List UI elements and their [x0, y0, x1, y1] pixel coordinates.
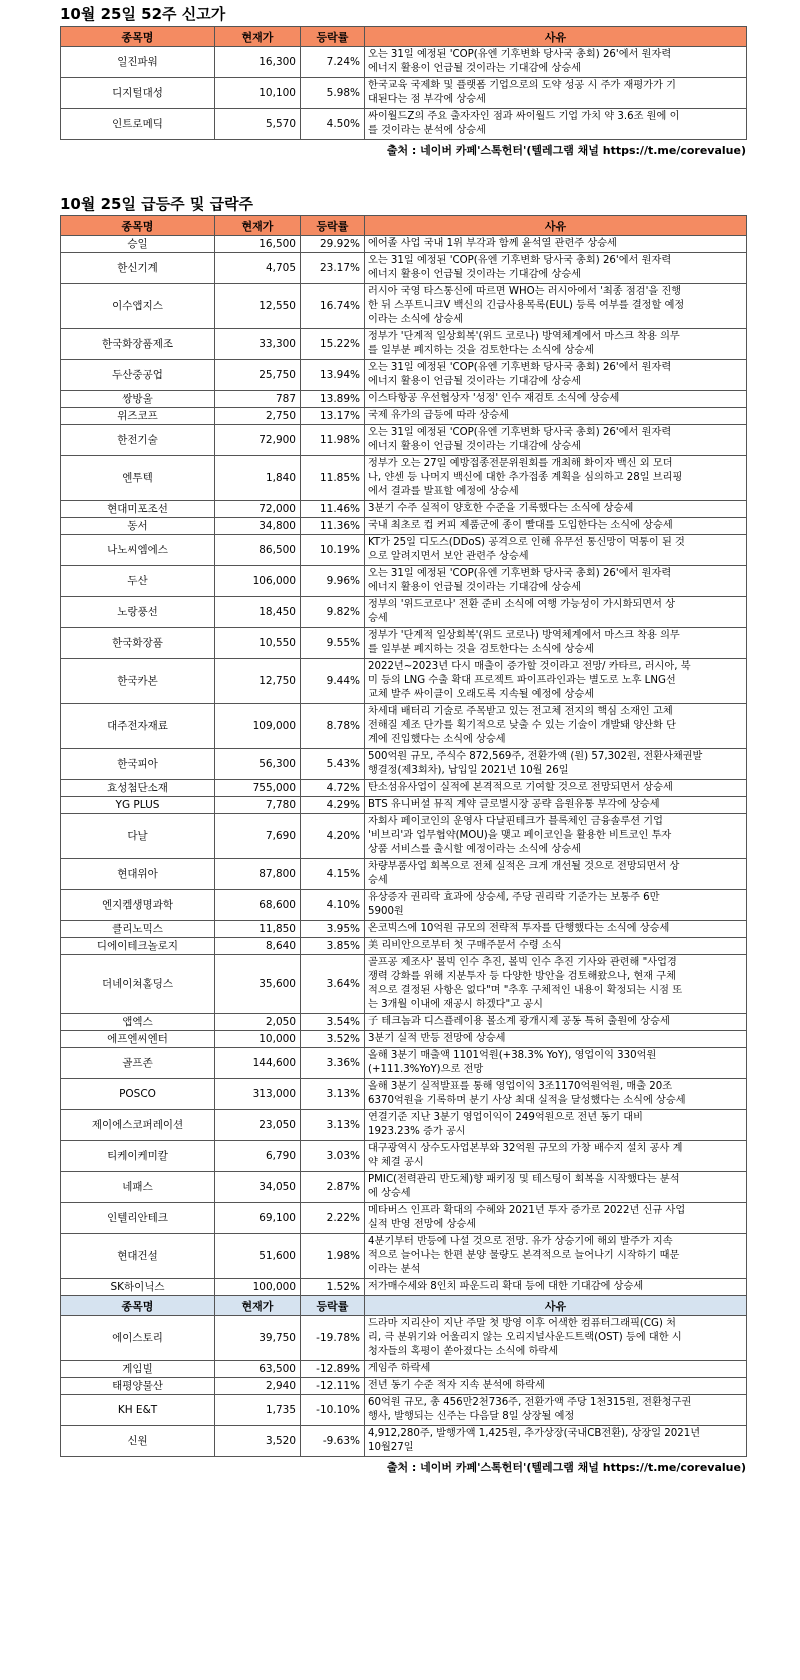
stock-name: 네패스 [61, 1172, 215, 1203]
table-row [61, 456, 747, 501]
table-row [61, 659, 747, 704]
reason: 오는 31일 예정된 'COP(유엔 기후변화 당사국 총회) 26'에서 원자력 에너지 활용이 언급될 것이라는 기대감에 상승세 [365, 360, 747, 391]
reason: 에어졸 사업 국내 1위 부각과 함께 윤석열 관련주 상승세 [365, 236, 747, 253]
header-row [61, 216, 747, 236]
reason: 저가매수세와 8인치 파운드리 확대 등에 대한 기대감에 상승세 [365, 1279, 747, 1296]
price: 16,500 [215, 236, 301, 253]
reason: 올해 3분기 매출액 1101억원(+38.3% YoY), 영업이익 330억원 (+111.3%YoY)으로 전망 [365, 1048, 747, 1079]
table-row [61, 597, 747, 628]
reason: 차세대 배터리 기술로 주목받고 있는 전고체 전지의 핵심 소재인 고체 전해질 제조 단가를 획기적으로 낮출 수 있는 기술이 개발돼 양산화 단 계에 진입했다는 소식에 상승세 [365, 704, 747, 749]
table-row [61, 1172, 747, 1203]
stock-name: 두산중공업 [61, 360, 215, 391]
reason: 차량부품사업 회복으로 전체 실적은 크게 개선될 것으로 전망되면서 상 승세 [365, 859, 747, 890]
header-change: 등락률 [301, 216, 365, 236]
stock-name: 게임빌 [61, 1361, 215, 1378]
table-row [61, 1203, 747, 1234]
change-rate: 15.22% [301, 329, 365, 360]
table-row [61, 797, 747, 814]
price: 63,500 [215, 1361, 301, 1378]
table-row [61, 329, 747, 360]
reason: 드라마 지리산이 지난 주말 첫 방영 이후 어색한 컴퓨터그래픽(CG) 처 리, 극 분위기와 어울리지 않는 오리지널사운드트랙(OST) 등에 대한 시 청자들의 혹평이 쏟아졌다는 소식에 하락세 [365, 1316, 747, 1361]
stock-name: POSCO [61, 1079, 215, 1110]
price: 35,600 [215, 955, 301, 1014]
stock-name: 이수앱지스 [61, 284, 215, 329]
price: 39,750 [215, 1316, 301, 1361]
price: 16,300 [215, 47, 301, 78]
price: 12,750 [215, 659, 301, 704]
header-name: 종목명 [61, 1296, 215, 1316]
change-rate: 3.54% [301, 1014, 365, 1031]
stock-name: 엔지켐생명과학 [61, 890, 215, 921]
price: 1,735 [215, 1395, 301, 1426]
change-rate: 4.29% [301, 797, 365, 814]
table-row [61, 1014, 747, 1031]
table-row [61, 859, 747, 890]
stock-name: 에프엔씨엔터 [61, 1031, 215, 1048]
table-row [61, 1279, 747, 1296]
change-rate: 2.22% [301, 1203, 365, 1234]
table-row [61, 1426, 747, 1457]
change-rate: 9.55% [301, 628, 365, 659]
change-rate: -19.78% [301, 1316, 365, 1361]
change-rate: 3.36% [301, 1048, 365, 1079]
stock-name: 위즈코프 [61, 408, 215, 425]
change-rate: 5.98% [301, 78, 365, 109]
table-row [61, 284, 747, 329]
table-row [61, 1048, 747, 1079]
stock-name: 한신기계 [61, 253, 215, 284]
price: 51,600 [215, 1234, 301, 1279]
reason: 오는 31일 예정된 'COP(유엔 기후변화 당사국 총회) 26'에서 원자력 에너지 활용이 언급될 것이라는 기대감에 상승세 [365, 566, 747, 597]
stock-name: 쌍방울 [61, 391, 215, 408]
reason: 정부가 '단계적 일상회복'(위드 코로나) 방역체계에서 마스크 착용 의무 를 일부분 폐지하는 것을 검토한다는 소식에 상승세 [365, 628, 747, 659]
change-rate: 11.85% [301, 456, 365, 501]
header-change: 등락률 [301, 27, 365, 47]
movers-table [60, 215, 747, 1457]
change-rate: 4.15% [301, 859, 365, 890]
reason: 60억원 규모, 총 456만2천736주, 전환가액 주당 1천315원, 전환청구권 행사, 발행되는 신주는 다음달 8일 상장될 예정 [365, 1395, 747, 1426]
stock-name: 대주전자재료 [61, 704, 215, 749]
table-row [61, 408, 747, 425]
price: 69,100 [215, 1203, 301, 1234]
change-rate: 1.98% [301, 1234, 365, 1279]
price: 68,600 [215, 890, 301, 921]
stock-name: 신원 [61, 1426, 215, 1457]
change-rate: -9.63% [301, 1426, 365, 1457]
reason: 올해 3분기 실적발표를 통해 영업이익 3조1170억원억원, 매출 20조 6370억원을 기록하며 분기 사상 최대 실적을 달성했다는 소식에 상승세 [365, 1079, 747, 1110]
reason: 연결기준 지난 3분기 영업이익이 249억원으로 전년 동기 대비 1923.23% 증가 공시 [365, 1110, 747, 1141]
price: 12,550 [215, 284, 301, 329]
reason: 오는 31일 예정된 'COP(유엔 기후변화 당사국 총회) 26'에서 원자력 에너지 활용이 언급될 것이라는 기대감에 상승세 [365, 47, 747, 78]
reason: 500억원 규모, 주식수 872,569주, 전환가액 (원) 57,302원, 전환사채권발 행결정(제3회차), 납입일 2021년 10월 26일 [365, 749, 747, 780]
high52-title: 10월 25일 52주 신고가 [60, 5, 226, 23]
price: 313,000 [215, 1079, 301, 1110]
reason: 한국교육 국제화 및 플랫폼 기업으로의 도약 성공 시 주가 재평가가 기 대된다는 점 부각에 상승세 [365, 78, 747, 109]
table-row [61, 236, 747, 253]
stock-name: 한전기술 [61, 425, 215, 456]
price: 18,450 [215, 597, 301, 628]
change-rate: 13.89% [301, 391, 365, 408]
change-rate: 5.43% [301, 749, 365, 780]
reason: 정부의 '위드코로나' 전환 준비 소식에 여행 가능성이 가시화되면서 상 승세 [365, 597, 747, 628]
change-rate: 29.92% [301, 236, 365, 253]
change-rate: 13.17% [301, 408, 365, 425]
header-price: 현재가 [215, 216, 301, 236]
reason: 오는 31일 예정된 'COP(유엔 기후변화 당사국 총회) 26'에서 원자력 에너지 활용이 언급될 것이라는 기대감에 상승세 [365, 425, 747, 456]
stock-name: 한국카본 [61, 659, 215, 704]
change-rate: -12.11% [301, 1378, 365, 1395]
high52-source: 출처 : 네이버 카페'스톡헌터'(텔레그램 채널 https://t.me/corevalue) [386, 144, 746, 157]
reason: 전년 동기 수준 적자 지속 분석에 하락세 [365, 1378, 747, 1395]
reason: 子 테크놈과 디스플레이용 볼소계 광개시제 공동 특허 출원에 상승세 [365, 1014, 747, 1031]
reason: 2022년~2023년 다시 매출이 증가할 것이라고 전망/ 카타르, 러시아, 북 미 등의 LNG 수출 확대 프로젝트 파이프라인과는 별도로 노후 LNG선 교체 발주 싸이클이 오래도록 지속될 예정에 상승세 [365, 659, 747, 704]
reason: 러시아 국영 타스통신에 따르면 WHO는 러시아에서 '최종 점검'을 진행 한 뒤 스푸트니크V 백신의 긴급사용목록(EUL) 등록 여부를 결정할 예정 이라는 소식에 상승세 [365, 284, 747, 329]
change-rate: 3.13% [301, 1079, 365, 1110]
reason: PMIC(전력관리 반도체)향 패키징 및 테스팅이 회복을 시작했다는 분석 에 상승세 [365, 1172, 747, 1203]
reason: 대구광역시 상수도사업본부와 32억원 규모의 가창 배수지 설치 공사 계 약 체결 공시 [365, 1141, 747, 1172]
stock-name: 디지털대성 [61, 78, 215, 109]
price: 11,850 [215, 921, 301, 938]
table-row [61, 47, 747, 78]
reason: 3분기 수주 실적이 양호한 수준을 기록했다는 소식에 상승세 [365, 501, 747, 518]
reason: 탄소섬유사업이 실적에 본격적으로 기여할 것으로 전망되면서 상승세 [365, 780, 747, 797]
stock-name: 한국화장품제조 [61, 329, 215, 360]
stock-name: 클리노믹스 [61, 921, 215, 938]
change-rate: 9.82% [301, 597, 365, 628]
table-row [61, 518, 747, 535]
table-row [61, 1316, 747, 1361]
header-reason: 사유 [365, 27, 747, 47]
change-rate: 11.36% [301, 518, 365, 535]
reason: 메타버스 인프라 확대의 수혜와 2021년 투자 증가로 2022년 신규 사업 실적 반영 전망에 상승세 [365, 1203, 747, 1234]
header-price: 현재가 [215, 27, 301, 47]
change-rate: 11.98% [301, 425, 365, 456]
price: 1,840 [215, 456, 301, 501]
table-row [61, 938, 747, 955]
price: 2,940 [215, 1378, 301, 1395]
reason: KT가 25일 디도스(DDoS) 공격으로 인해 유무선 통신망이 먹통이 된 것 으로 알려지면서 보안 관련주 상승세 [365, 535, 747, 566]
price: 34,050 [215, 1172, 301, 1203]
movers-title: 10월 25일 급등주 및 급락주 [60, 195, 254, 213]
stock-name: 더네이쳐홀딩스 [61, 955, 215, 1014]
price: 87,800 [215, 859, 301, 890]
price: 10,550 [215, 628, 301, 659]
stock-name: 현대위아 [61, 859, 215, 890]
change-rate: 3.52% [301, 1031, 365, 1048]
stock-name: 다날 [61, 814, 215, 859]
price: 144,600 [215, 1048, 301, 1079]
header-row [61, 27, 747, 47]
table-row [61, 566, 747, 597]
reason: 싸이월드Z의 주요 출자자인 점과 싸이월드 기업 가치 약 3.6조 원에 이 를 것이라는 분석에 상승세 [365, 109, 747, 140]
reason: BTS 유니버셜 뮤직 계약 글로벌시장 공략 음원유통 부각에 상승세 [365, 797, 747, 814]
change-rate: 3.85% [301, 938, 365, 955]
price: 109,000 [215, 704, 301, 749]
change-rate: 8.78% [301, 704, 365, 749]
stock-name: 골프존 [61, 1048, 215, 1079]
change-rate: 10.19% [301, 535, 365, 566]
reason: 정부가 '단계적 일상회복'(위드 코로나) 방역체계에서 마스크 착용 의무 를 일부분 폐지하는 것을 검토한다는 소식에 상승세 [365, 329, 747, 360]
price: 755,000 [215, 780, 301, 797]
stock-name: 현대건설 [61, 1234, 215, 1279]
price: 10,000 [215, 1031, 301, 1048]
stock-name: 앱엑스 [61, 1014, 215, 1031]
table-row [61, 1378, 747, 1395]
header-name: 종목명 [61, 27, 215, 47]
header-reason: 사유 [365, 1296, 747, 1316]
reason: 유상증자 권리락 효과에 상승세, 주당 권리락 기준가는 보통주 6만 5900원 [365, 890, 747, 921]
reason: 4분기부터 반등에 나설 것으로 전망. 유가 상승기에 해외 발주가 지속 적으로 늘어나는 한편 분양 물량도 본격적으로 늘어나기 시작하기 때문 이라는 분석 [365, 1234, 747, 1279]
table-row [61, 253, 747, 284]
stock-name: 한국화장품 [61, 628, 215, 659]
price: 5,570 [215, 109, 301, 140]
table-row [61, 391, 747, 408]
table-row [61, 704, 747, 749]
price: 72,000 [215, 501, 301, 518]
change-rate: 1.52% [301, 1279, 365, 1296]
price: 34,800 [215, 518, 301, 535]
reason: 자회사 페이코인의 운영사 다날핀테크가 블록체인 금융솔루션 기업 '비브리'과 업무협약(MOU)을 맺고 페이코인을 활용한 비트코인 투자 상품 서비스를 출시할 예정이라는 소식에 상승세 [365, 814, 747, 859]
price: 86,500 [215, 535, 301, 566]
table-row [61, 109, 747, 140]
price: 7,690 [215, 814, 301, 859]
stock-name: KH E&T [61, 1395, 215, 1426]
change-rate: 3.03% [301, 1141, 365, 1172]
price: 33,300 [215, 329, 301, 360]
stock-name: 승일 [61, 236, 215, 253]
stock-name: 일진파워 [61, 47, 215, 78]
table-row [61, 501, 747, 518]
table-row [61, 780, 747, 797]
reason: 게임주 하락세 [365, 1361, 747, 1378]
reason: 3분기 실적 반등 전망에 상승세 [365, 1031, 747, 1048]
table-row [61, 1395, 747, 1426]
price: 72,900 [215, 425, 301, 456]
stock-name: 태평양물산 [61, 1378, 215, 1395]
stock-name: 엔투텍 [61, 456, 215, 501]
change-rate: 9.96% [301, 566, 365, 597]
stock-name: 인텔리안테크 [61, 1203, 215, 1234]
stock-name: 디에이테크놀로지 [61, 938, 215, 955]
stock-name: 효성첨단소재 [61, 780, 215, 797]
down-header-row [61, 1296, 747, 1316]
table-row [61, 921, 747, 938]
change-rate: -12.89% [301, 1361, 365, 1378]
table-row [61, 1110, 747, 1141]
stock-name: 현대미포조선 [61, 501, 215, 518]
stock-name: 나노씨엠에스 [61, 535, 215, 566]
price: 8,640 [215, 938, 301, 955]
table-row [61, 628, 747, 659]
stock-name: YG PLUS [61, 797, 215, 814]
change-rate: 9.44% [301, 659, 365, 704]
price: 6,790 [215, 1141, 301, 1172]
reason: 국내 최초로 컵 커피 제품군에 종이 빨대를 도입한다는 소식에 상승세 [365, 518, 747, 535]
price: 3,520 [215, 1426, 301, 1457]
stock-name: 노랑풍선 [61, 597, 215, 628]
reason: 이스타항공 우선협상자 '성정' 인수 재검토 소식에 상승세 [365, 391, 747, 408]
change-rate: 2.87% [301, 1172, 365, 1203]
table-row [61, 425, 747, 456]
table-row [61, 360, 747, 391]
price: 4,705 [215, 253, 301, 284]
change-rate: 7.24% [301, 47, 365, 78]
change-rate: -10.10% [301, 1395, 365, 1426]
reason: 온코빅스에 10억원 규모의 전략적 투자를 단행했다는 소식에 상승세 [365, 921, 747, 938]
table-row [61, 1141, 747, 1172]
change-rate: 16.74% [301, 284, 365, 329]
table-row [61, 1234, 747, 1279]
price: 7,780 [215, 797, 301, 814]
stock-name: 티케이케미칼 [61, 1141, 215, 1172]
table-row [61, 890, 747, 921]
high52-table [60, 26, 747, 140]
table-row [61, 814, 747, 859]
price: 2,050 [215, 1014, 301, 1031]
table-row [61, 1031, 747, 1048]
stock-name: SK하이닉스 [61, 1279, 215, 1296]
table-row [61, 78, 747, 109]
change-rate: 3.95% [301, 921, 365, 938]
table-row [61, 535, 747, 566]
movers-source: 출처 : 네이버 카페'스톡헌터'(텔레그램 채널 https://t.me/corevalue) [386, 1461, 746, 1474]
stock-name: 한국피아 [61, 749, 215, 780]
stock-name: 인트로메딕 [61, 109, 215, 140]
change-rate: 3.64% [301, 955, 365, 1014]
reason: 4,912,280주, 발행가액 1,425원, 추가상장(국내CB전환), 상장일 2021년 10월27일 [365, 1426, 747, 1457]
table-row [61, 749, 747, 780]
table-row [61, 1079, 747, 1110]
reason: 오는 31일 예정된 'COP(유엔 기후변화 당사국 총회) 26'에서 원자력 에너지 활용이 언급될 것이라는 기대감에 상승세 [365, 253, 747, 284]
change-rate: 23.17% [301, 253, 365, 284]
price: 2,750 [215, 408, 301, 425]
change-rate: 13.94% [301, 360, 365, 391]
change-rate: 3.13% [301, 1110, 365, 1141]
stock-name: 제이에스코퍼레이션 [61, 1110, 215, 1141]
stock-name: 두산 [61, 566, 215, 597]
price: 106,000 [215, 566, 301, 597]
table-row [61, 1361, 747, 1378]
change-rate: 4.20% [301, 814, 365, 859]
change-rate: 4.72% [301, 780, 365, 797]
reason: 정부가 오는 27일 예방접종전문위원회를 개최해 화이자 백신 외 모더 나, 얀센 등 나머지 백신에 대한 추가접종 계획을 심의하고 28일 브리핑 에서 결과를 발표할 예정에 상승세 [365, 456, 747, 501]
price: 787 [215, 391, 301, 408]
reason: 국제 유가의 급등에 따라 상승세 [365, 408, 747, 425]
stock-name: 동서 [61, 518, 215, 535]
table-row [61, 955, 747, 1014]
header-reason: 사유 [365, 216, 747, 236]
header-change: 등락률 [301, 1296, 365, 1316]
reason: 골프공 제조사' 볼빅 인수 추진, 볼빅 인수 추진 기사와 관련해 "사업경 쟁력 강화를 위해 지분투자 등 다양한 방안을 검토해왔으나, 현재 구체 적으로 결정된 사항은 없다"며 "추후 구체적인 내용이 확정되는 시점 또 는 3개월 이내에 재공시 하겠다"고 공시 [365, 955, 747, 1014]
stock-name: 에이스토리 [61, 1316, 215, 1361]
change-rate: 11.46% [301, 501, 365, 518]
header-name: 종목명 [61, 216, 215, 236]
price: 25,750 [215, 360, 301, 391]
change-rate: 4.50% [301, 109, 365, 140]
change-rate: 4.10% [301, 890, 365, 921]
price: 56,300 [215, 749, 301, 780]
header-price: 현재가 [215, 1296, 301, 1316]
price: 23,050 [215, 1110, 301, 1141]
price: 100,000 [215, 1279, 301, 1296]
reason: 美 리비안으로부터 첫 구매주문서 수령 소식 [365, 938, 747, 955]
price: 10,100 [215, 78, 301, 109]
